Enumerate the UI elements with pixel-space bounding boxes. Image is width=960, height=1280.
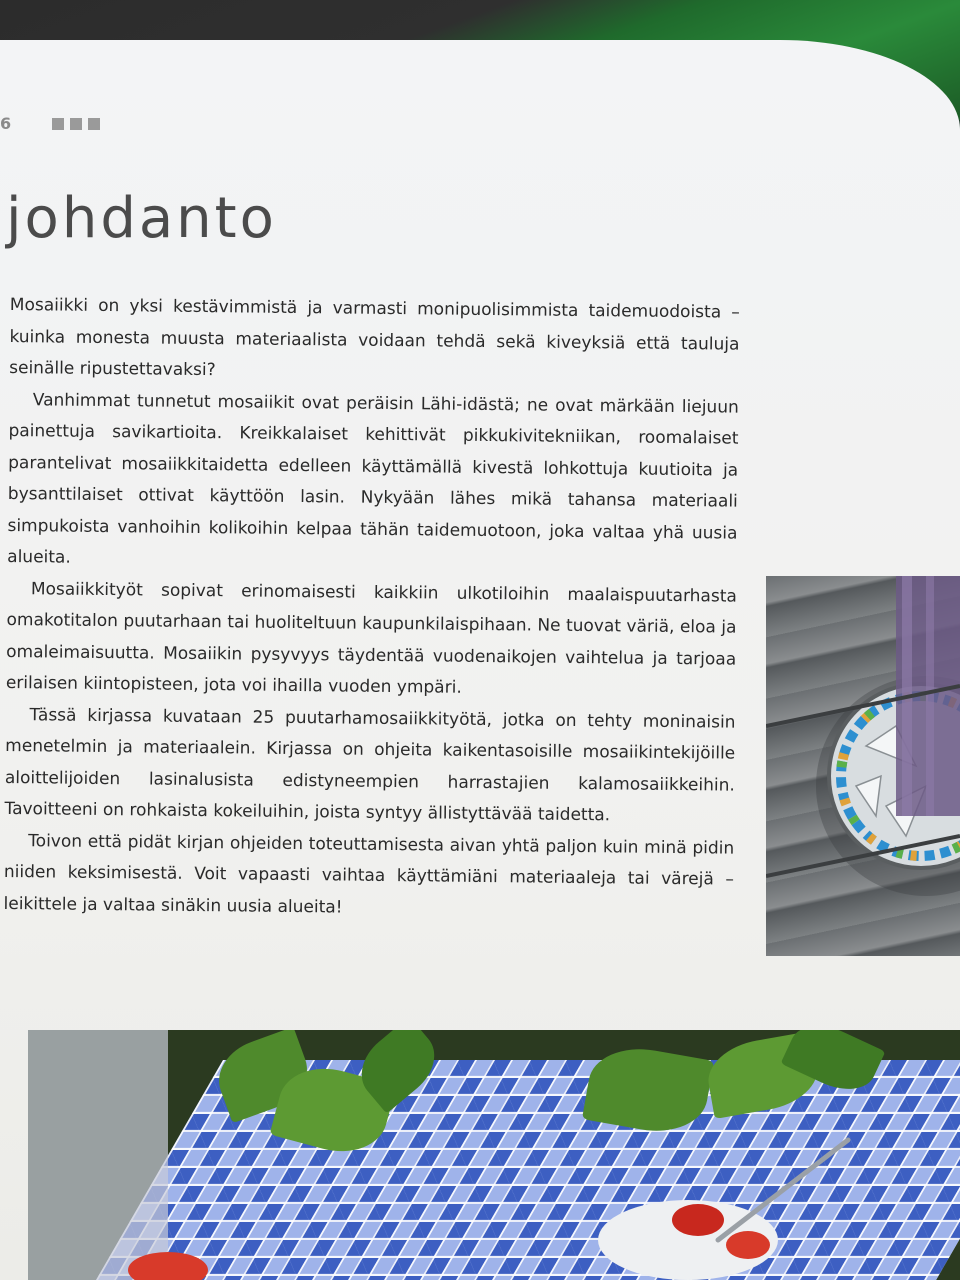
page-number: 6 [0,114,12,133]
paragraph: Vanhimmat tunnetut mosaiikit ovat peräisin Lähi-idästä; ne ovat märkään liejuun painettuja savikartioita. Kreikkalaiset kehittivät pikkukivitekniikan, roomalaiset parantelivat mosaiikkitaidetta edelleen käyttämällä kivestä lohkottuja kuutioita ja bysanttilaiset ottivat käyttöön lasin. Nykyään lähes mikä tahansa materiaali simpukoista vanhoihin kolikoihin kelpaa tähän taidemuotoon, joka valtaa yhä uusia alueita. [7,389,739,568]
mosaic-coaster-photo [766,576,960,956]
marker-square [88,118,100,130]
paragraph: Toivon että pidät kirjan ohjeiden toteuttamisesta aivan yhtä paljon kuin minä pidin niiden keksimisestä. Voit vapaasti vaihtaa käyttämiäni materiaaleja tai värejä – leikittele ja valtaa sinäkin uusia alueita! [3,830,735,918]
page-marker-squares [52,118,100,130]
marker-square [52,118,64,130]
chapter-heading: johdanto [6,186,277,251]
coaster-illustration [766,576,960,956]
paragraph: Mosaiikkityöt sopivat erinomaisesti kaikkiin ulkotiloihin maalaispuutarhasta omakotitalon puutarhaan tai huoliteltuun kaupunkilaispihaan. Ne tuovat väriä, eloa ja omaleimaisuutta. Mosaiikin pysyvyys täydentää vuodenaikojen vaihtelua ja tarjoaa erilaisen kiintopisteen, jota voi ihailla vuoden ympäri. [5,578,737,698]
paragraph: Mosaiikki on yksi kestävimmistä ja varmasti monipuolisimmista taidemuodoista – kuinka monesta muusta materiaalista voidaan tehdä sekä kiveyksiä että tauluja seinälle ripustettavaksi? [9,294,740,381]
marker-square [70,118,82,130]
body-text [3,290,740,928]
table-illustration [28,1030,960,1280]
paragraph: Tässä kirjassa kuvataan 25 puutarhamosaiikkityötä, jotka on tehty moninaisin menetelmin ja materiaalein. Kirjassa on ohjeita kaikentasoisille mosaiikintekijöille aloittelijoiden lasinalusista edistyneempien harrastajien kalamosaiikkeihin. Tavoitteeni on rohkaista kokeiluihin, joista syntyy ällistyttävää taidetta. [4,704,736,826]
mosaic-table-photo [28,1030,960,1280]
